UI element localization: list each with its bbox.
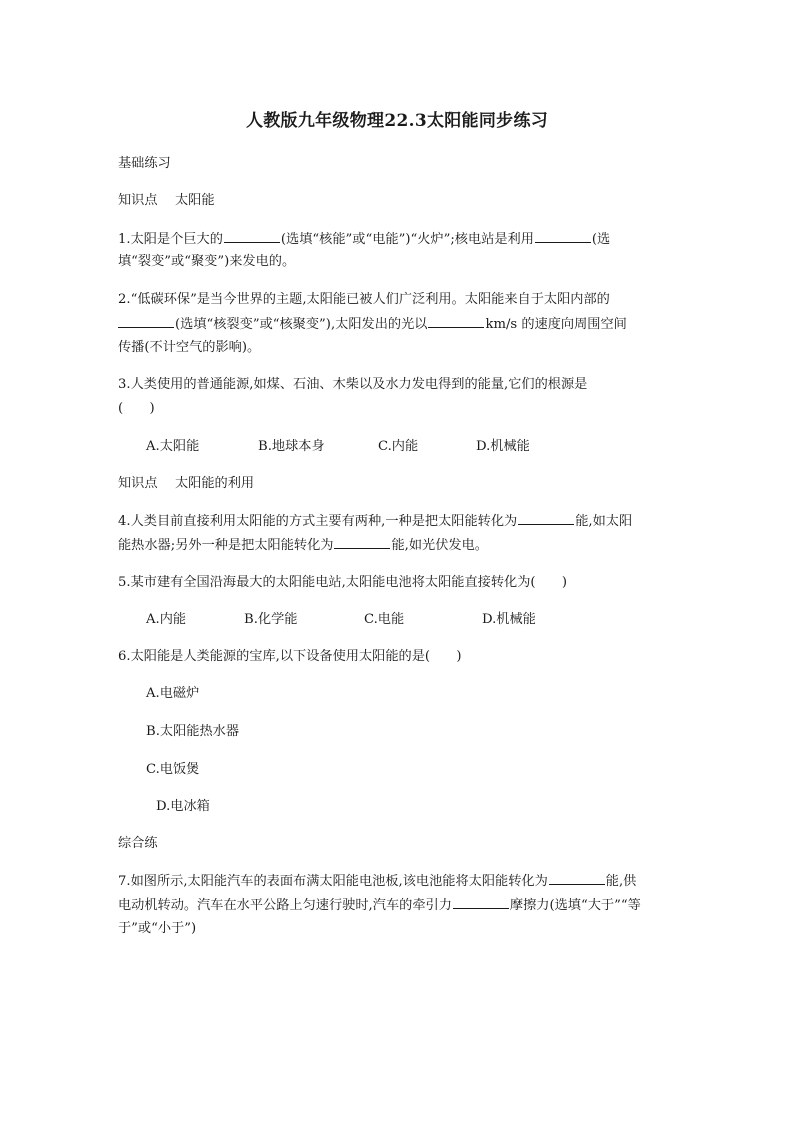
question-7-line-2: [118, 895, 678, 916]
question-2-line-1: 2.“低碳环保”是当今世界的主题,太阳能已被人们广泛利用。太阳能来自于太阳内部的: [118, 292, 610, 307]
q6-option-c: C.电饭煲: [146, 762, 200, 777]
q4-text-c: 能热水器;另外一种是把太阳能转化为: [118, 538, 334, 553]
section-basic-practice: 基础练习: [118, 156, 171, 171]
section-knowledge-point-solar: 知识点 太阳能: [118, 193, 215, 208]
question-6-line-1: 6.太阳能是人类能源的宝库,以下设备使用太阳能的是( ): [118, 649, 462, 664]
section-comprehensive: 综合练: [118, 836, 158, 851]
question-1-line-1: [118, 229, 678, 250]
q3-option-b: B.地球本身: [258, 439, 325, 454]
q4-text-a: 4.人类目前直接利用太阳能的方式主要有两种,一种是把太阳能转化为: [118, 514, 518, 529]
q1-text-a: 1.太阳是个巨大的: [118, 232, 223, 247]
q4-text-d: 能,如光伏发电。: [391, 538, 488, 553]
q4-text-b: 能,如太阳: [575, 514, 633, 529]
q1-blank-1: [224, 229, 280, 243]
q6-option-a: A.电磁炉: [146, 686, 200, 701]
q6-option-b: B.太阳能热水器: [146, 724, 240, 739]
question-5-line-1: 5.某市建有全国沿海最大的太阳能电站,太阳能电池将太阳能直接转化为( ): [118, 575, 568, 590]
question-2-line-2: [118, 314, 678, 335]
q3-option-c: C.内能: [378, 439, 419, 454]
q1-blank-2: [535, 229, 591, 243]
question-4-line-1: [118, 511, 678, 532]
question-2-line-3: 传播(不计空气的影响)。: [118, 340, 261, 355]
q2-text-b: km/s 的速度向周围空间: [485, 317, 627, 332]
q5-option-b: B.化学能: [244, 612, 298, 627]
question-3-line-2: ( ): [118, 401, 155, 416]
page-title: 人教版九年级物理22.3太阳能同步练习: [245, 111, 549, 131]
q5-option-c: C.电能: [364, 612, 405, 627]
q4-blank-1: [518, 511, 574, 525]
q7-blank-1: [549, 871, 605, 885]
q2-blank-1: [118, 314, 174, 328]
q7-text-d: 摩擦力(选填“大于”“等: [509, 898, 641, 913]
q7-text-b: 能,供: [605, 874, 637, 889]
q1-text-b: (选填“核能”或“电能”)“火炉”;核电站是利用: [280, 232, 534, 247]
question-4-line-2: [118, 535, 678, 556]
q4-blank-2: [334, 535, 390, 549]
q7-blank-2: [453, 895, 509, 909]
question-1-line-2: 填“裂变”或“聚变”)来发电的。: [118, 254, 296, 269]
q2-blank-2: [428, 314, 484, 328]
section-knowledge-point-solar-use: 知识点 太阳能的利用: [118, 476, 255, 491]
q6-option-d: D.电冰箱: [156, 799, 210, 814]
q1-text-c: (选: [591, 232, 611, 247]
q7-text-c: 电动机转动。汽车在水平公路上匀速行驶时,汽车的牵引力: [118, 898, 452, 913]
q5-option-d: D.机械能: [482, 612, 536, 627]
q5-option-a: A.内能: [146, 612, 187, 627]
q3-option-a: A.太阳能: [146, 439, 200, 454]
question-7-line-3: 于”或“小于”): [118, 921, 197, 936]
q2-text-a: (选填“核裂变”或“核聚变”),太阳发出的光以: [175, 317, 428, 332]
question-7-line-1: [118, 871, 678, 892]
question-3-line-1: 3.人类使用的普通能源,如煤、石油、木柴以及水力发电得到的能量,它们的根源是: [118, 377, 588, 392]
q7-text-a: 7.如图所示,太阳能汽车的表面布满太阳能电池板,该电池能将太阳能转化为: [118, 874, 548, 889]
q3-option-d: D.机械能: [476, 439, 530, 454]
